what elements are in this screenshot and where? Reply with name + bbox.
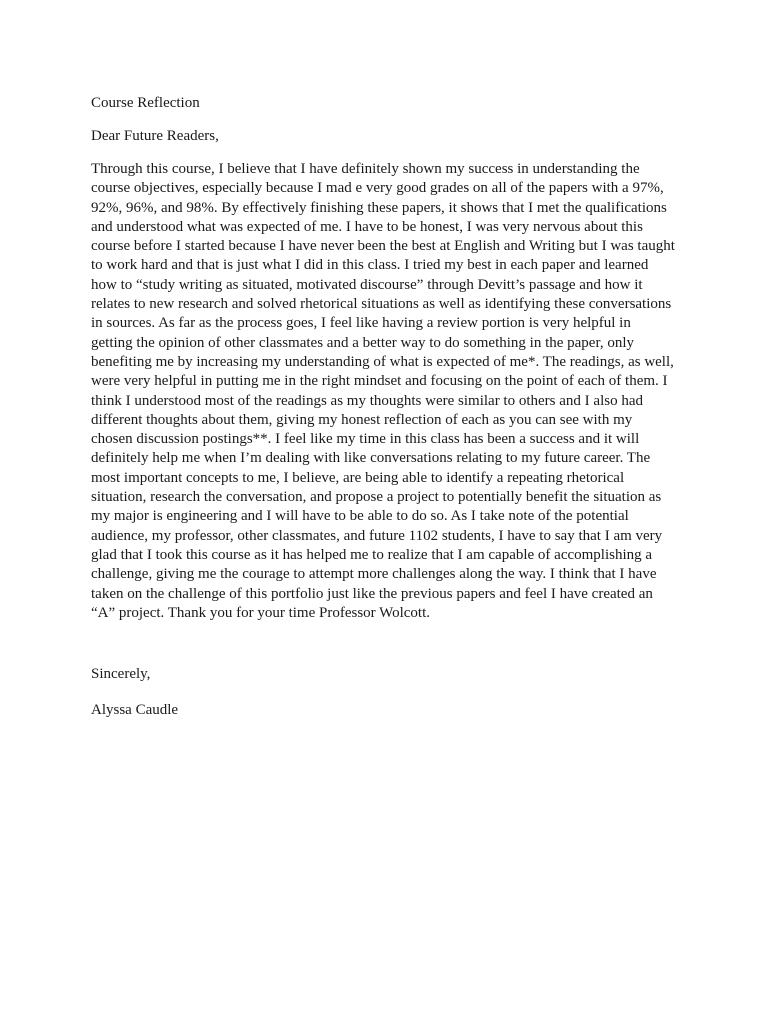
signature: Alyssa Caudle (91, 702, 179, 718)
body-line: in sources. As far as the process goes, I feel like having a review portion is very helpful in (91, 315, 631, 332)
body-line: course objectives, especially because I mad e very good grades on all of the papers with a 97%, (91, 180, 664, 197)
body-line: situation, research the conversation, and propose a project to potentially benefit the situation as (91, 489, 662, 506)
body-line: getting the opinion of other classmates and a better way to do something in the paper, only (91, 334, 635, 351)
salutation: Dear Future Readers, (91, 128, 219, 144)
body-line: challenge, giving me the courage to attempt more challenges along the way. I think that I have (91, 566, 657, 583)
body-line: were very helpful in putting me in the right mindset and focusing on the point of each of them. I (91, 373, 668, 390)
body-line: glad that I took this course as it has helped me to realize that I am capable of accomplishing a (91, 546, 653, 563)
body-line: how to “study writing as situated, motivated discourse” through Devitt’s passage and how it (91, 276, 643, 293)
closing: Sincerely, (91, 666, 151, 682)
body-line: “A” project. Thank you for your time Professor Wolcott. (91, 604, 430, 621)
body-line: Through this course, I believe that I have definitely shown my success in understanding the (91, 161, 640, 177)
body-line: audience, my professor, other classmates, and future 1102 students, I have to say that I am very (91, 527, 663, 544)
body-line: different thoughts about them, giving my honest reflection of each as you can see with my (91, 411, 633, 428)
body-line: definitely help me when I’m dealing with like conversations relating to my future career. The (91, 450, 651, 467)
body-line: course before I started because I have never been the best at English and Writing but I was taught (91, 238, 675, 255)
body-line: my major is engineering and I will have to be able to do so. As I take note of the potential (91, 508, 629, 525)
document-title: Course Reflection (91, 95, 200, 111)
body-line: 92%, 96%, and 98%. By effectively finishing these papers, it shows that I met the qualifications (91, 199, 667, 216)
body-line: most important concepts to me, I believe, are being able to identify a repeating rhetorical (91, 469, 625, 486)
body-line: think I understood most of the readings as my thoughts were similar to others and I also had (91, 392, 643, 409)
body-paragraph (91, 160, 675, 623)
body-line: relates to new research and solved rhetorical situations as well as identifying these conversations (91, 296, 672, 313)
body-line: taken on the challenge of this portfolio just like the previous papers and feel I have created an (91, 585, 653, 602)
body-line: to work hard and that is just what I did in this class. I tried my best in each paper and learned (91, 257, 649, 274)
body-line: benefiting me by increasing my understanding of what is expected of me*. The readings, as well, (91, 353, 674, 370)
body-line: and understood what was expected of me. I have to be honest, I was very nervous about this (91, 218, 643, 235)
body-line: chosen discussion postings**. I feel like my time in this class has been a success and it will (91, 431, 640, 448)
